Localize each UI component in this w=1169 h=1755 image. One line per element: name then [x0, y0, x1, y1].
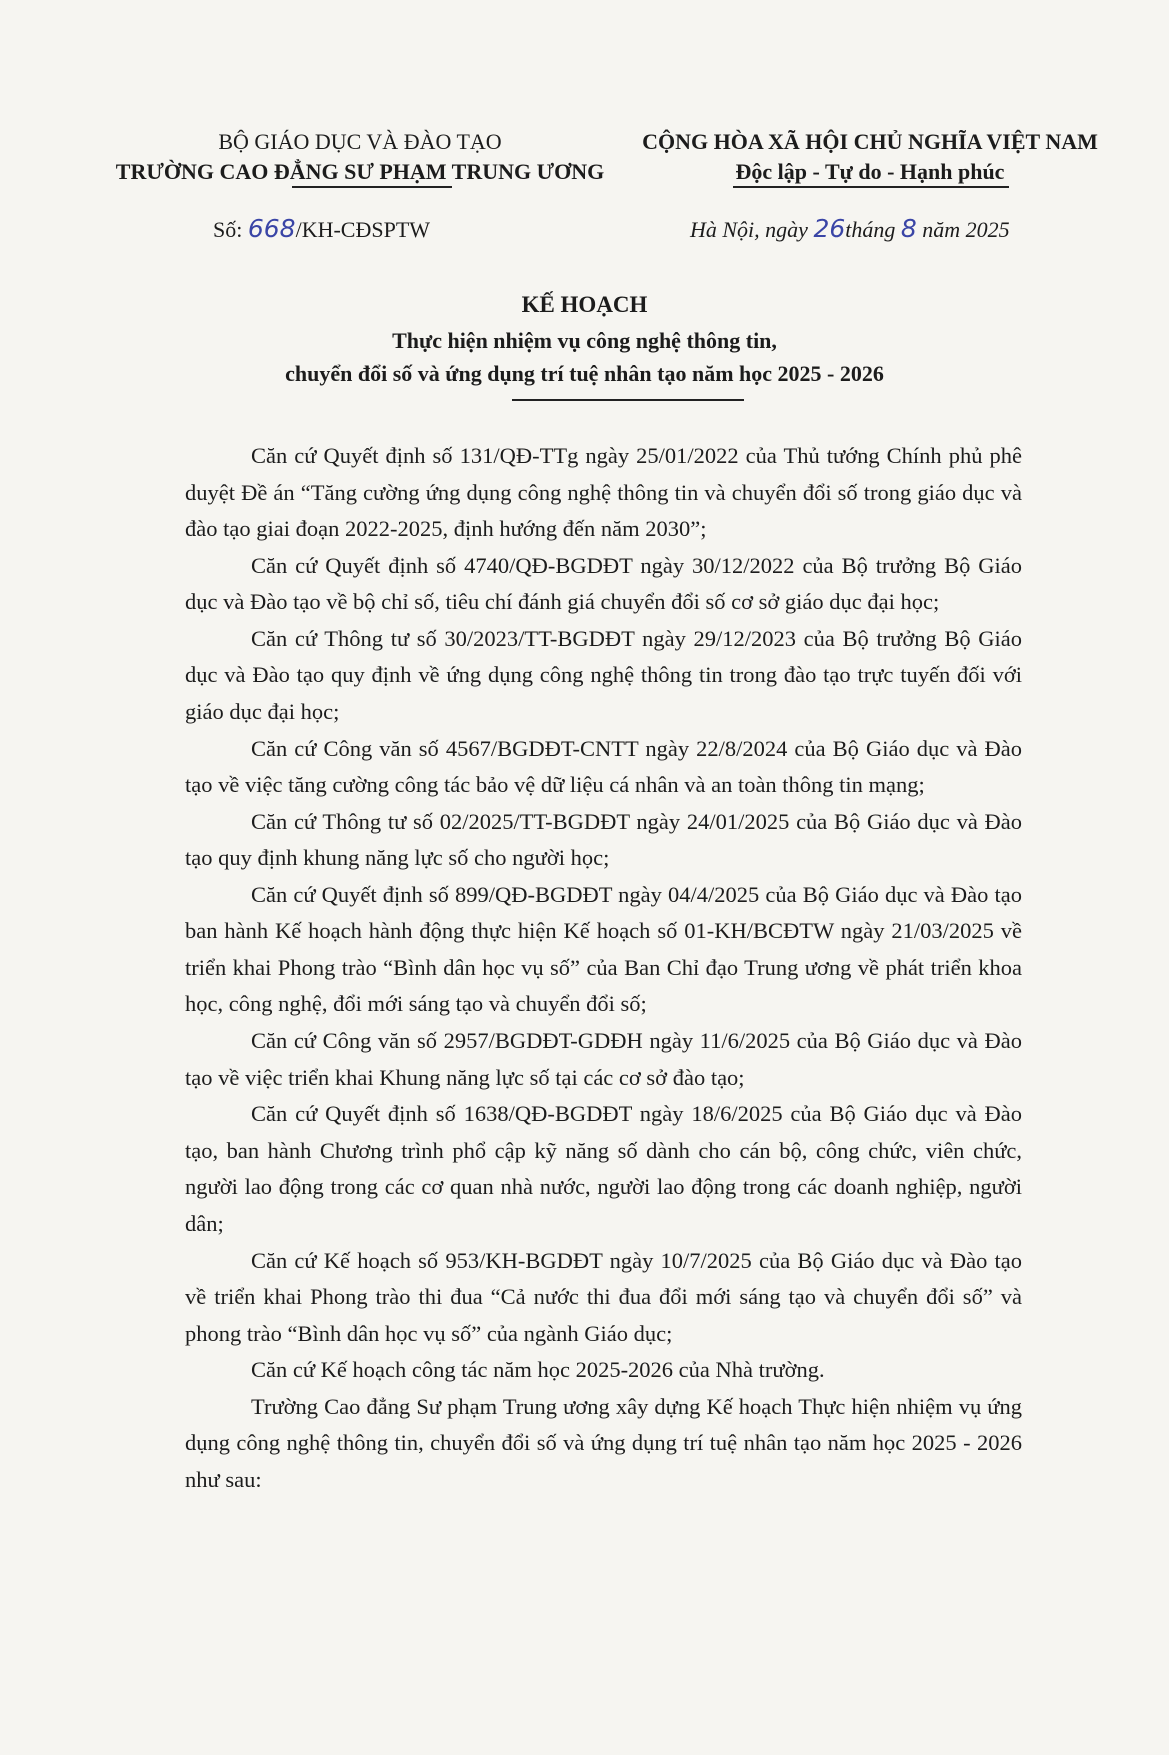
legal-basis-paragraph: Căn cứ Quyết định số 899/QĐ-BGDĐT ngày 04/4/2025 của Bộ Giáo dục và Đào tạo ban hành Kế hoạch hành động thực hiện Kế hoạch số 01-KH/BCĐTW ngày 21/03/2025 về triển khai Phong trào “Bình dân học vụ số” của Ban Chỉ đạo Trung ương về phát triển khoa học, công nghệ, đổi mới sáng tạo và chuyển đổi số;: [185, 881, 1022, 1017]
ministry-name: BỘ GIÁO DỤC VÀ ĐÀO TẠO: [218, 129, 502, 154]
issuer-underline: [292, 186, 452, 188]
school-name: TRƯỜNG CAO ĐẲNG SƯ PHẠM TRUNG ƯƠNG: [115, 159, 605, 184]
legal-basis-paragraph: Căn cứ Công văn số 4567/BGDĐT-CNTT ngày 22/8/2024 của Bộ Giáo dục và Đào tạo về việc tăng cường công tác bảo vệ dữ liệu cá nhân và an toàn thông tin mạng;: [185, 735, 1022, 798]
document-title-line-1: Thực hiện nhiệm vụ công nghệ thông tin,: [392, 328, 777, 353]
national-header: [600, 127, 1140, 190]
legal-basis-paragraph: Căn cứ Quyết định số 131/QĐ-TTg ngày 25/01/2022 của Thủ tướng Chính phủ phê duyệt Đề án “Tăng cường ứng dụng công nghệ thông tin và chuyển đổi số trong giáo dục và đào tạo giai đoạn 2022-2025, định hướng đến năm 2030”;: [185, 443, 1022, 541]
document-type: KẾ HOẠCH: [521, 292, 648, 317]
month-label: tháng: [845, 217, 901, 242]
document-title-line-2: chuyển đổi số và ứng dụng trí tuệ nhân tạo năm học 2025 - 2026: [285, 361, 884, 386]
date-prefix: Hà Nội, ngày: [690, 217, 814, 242]
document-number-suffix: /KH-CĐSPTW: [295, 217, 431, 242]
legal-basis-paragraph: Căn cứ Thông tư số 02/2025/TT-BGDĐT ngày 24/01/2025 của Bộ Giáo dục và Đào tạo quy định khung năng lực số cho người học;: [185, 808, 1022, 871]
legal-basis-paragraph: Căn cứ Công văn số 2957/BGDĐT-GDĐH ngày 11/6/2025 của Bộ Giáo dục và Đào tạo về việc triển khai Khung năng lực số tại các cơ sở đào tạo;: [185, 1028, 1022, 1090]
handwritten-day: 26: [813, 214, 846, 243]
legal-basis-paragraph: Căn cứ Quyết định số 4740/QĐ-BGDĐT ngày 30/12/2022 của Bộ trưởng Bộ Giáo dục và Đào tạo về bộ chỉ số, tiêu chí đánh giá chuyển đổi số cơ sở giáo dục đại học;: [185, 552, 1022, 615]
national-motto: Độc lập - Tự do - Hạnh phúc: [735, 159, 1005, 184]
title-underline: [512, 399, 744, 401]
legal-basis-paragraph: Căn cứ Kế hoạch công tác năm học 2025-2026 của Nhà trường.: [251, 1357, 825, 1383]
country-name: CỘNG HÒA XÃ HỘI CHỦ NGHĨA VIỆT NAM: [642, 129, 1098, 154]
issuer-header: [100, 127, 620, 187]
introduction-paragraph: Trường Cao đẳng Sư phạm Trung ương xây dựng Kế hoạch Thực hiện nhiệm vụ ứng dụng công nghệ thông tin, chuyển đổi số và ứng dụng trí tuệ nhân tạo năm học 2025 - 2026 như sau:: [185, 1393, 1022, 1492]
handwritten-document-number: 668: [247, 214, 296, 243]
motto-underline: [733, 186, 1009, 188]
document-body: [185, 438, 1022, 1499]
issue-date: [690, 214, 1010, 243]
handwritten-month: 8: [900, 214, 917, 243]
legal-basis-paragraph: Căn cứ Thông tư số 30/2023/TT-BGDĐT ngày 29/12/2023 của Bộ trưởng Bộ Giáo dục và Đào tạo quy định về ứng dụng công nghệ thông tin trong đào tạo trực tuyến đối với giáo dục đại học;: [185, 625, 1022, 724]
year-label: năm 2025: [916, 217, 1010, 242]
document-number: [213, 214, 430, 243]
document-number-prefix: Số:: [213, 217, 248, 242]
legal-basis-paragraph: Căn cứ Quyết định số 1638/QĐ-BGDĐT ngày 18/6/2025 của Bộ Giáo dục và Đào tạo, ban hành Chương trình phổ cập kỹ năng số dành cho cán bộ, công chức, viên chức, người lao động trong các cơ quan nhà nước, người lao động trong các doanh nghiệp, người dân;: [185, 1101, 1022, 1236]
legal-basis-paragraph: Căn cứ Kế hoạch số 953/KH-BGDĐT ngày 10/7/2025 của Bộ Giáo dục và Đào tạo về triển khai Phong trào thi đua “Cả nước thi đua đổi mới sáng tạo và chuyển đổi số” và phong trào “Bình dân học vụ số” của ngành Giáo dục;: [185, 1247, 1022, 1346]
